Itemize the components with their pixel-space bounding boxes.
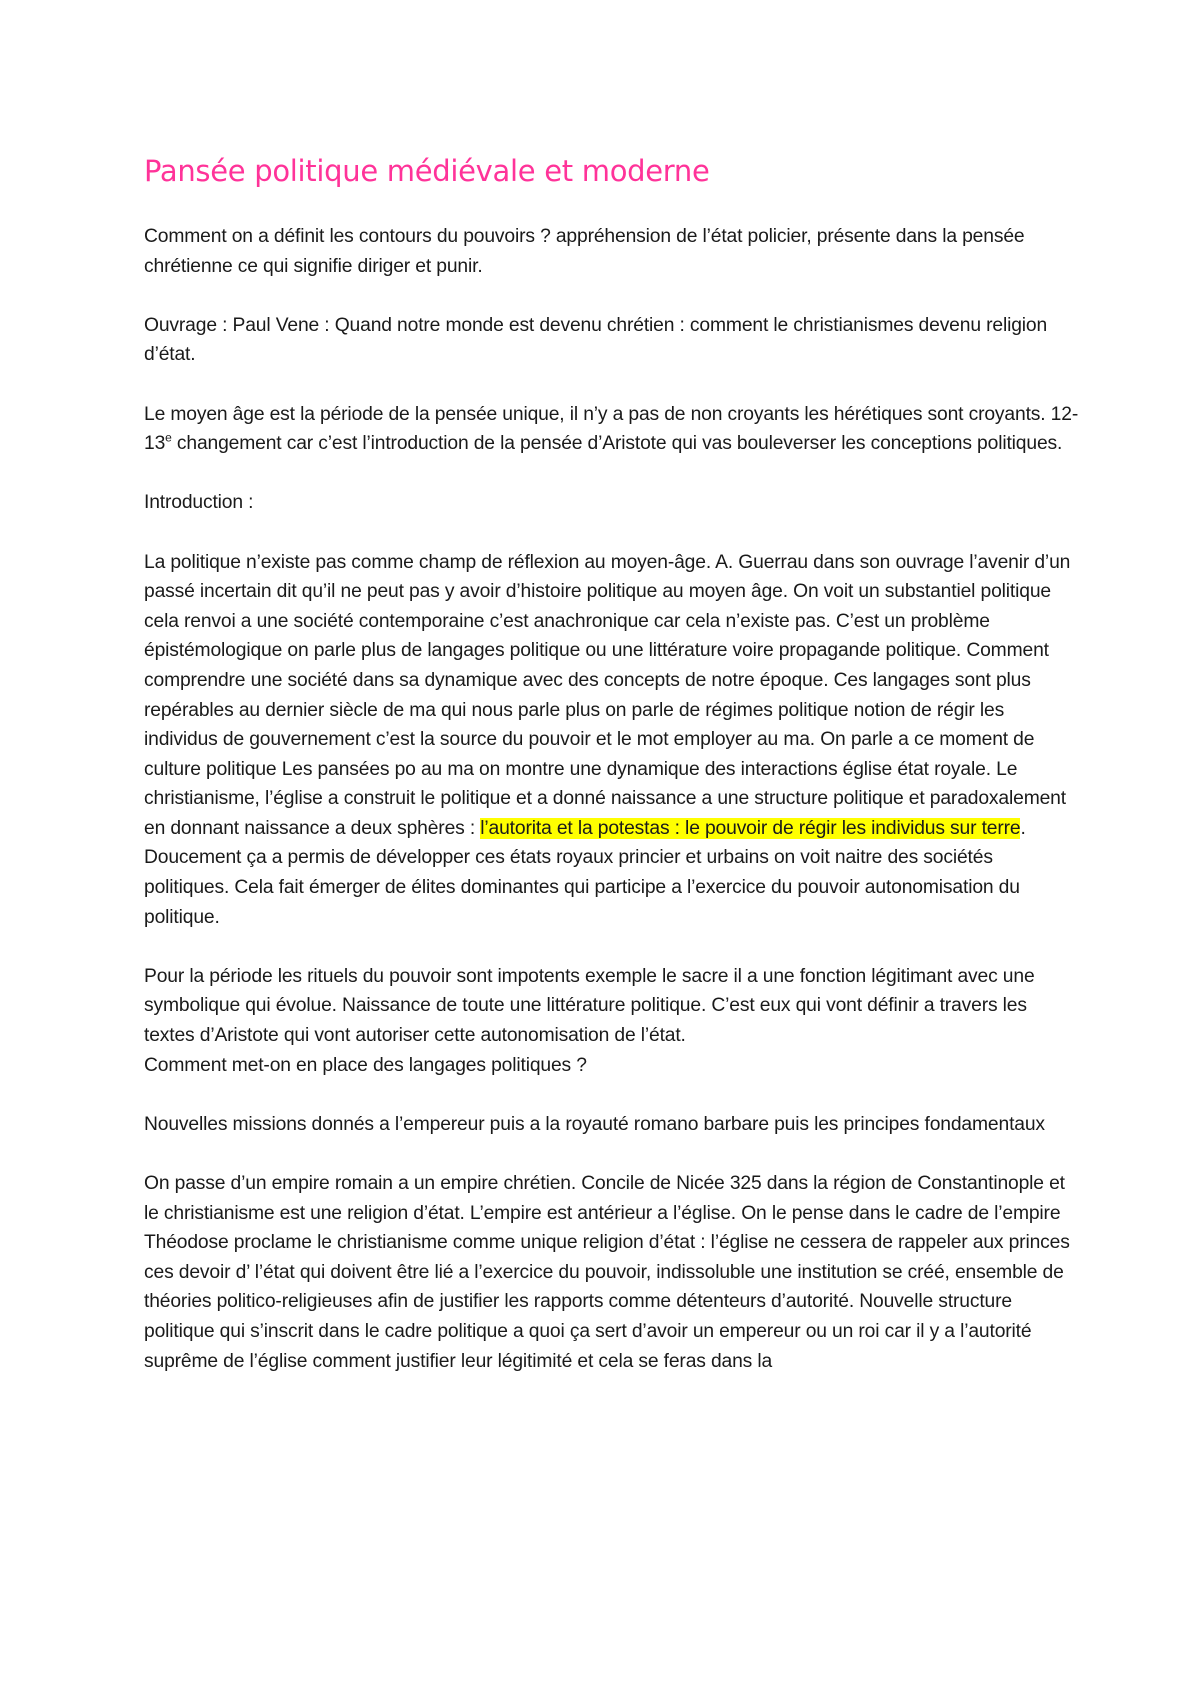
paragraph-3-text-a: Le moyen âge est la période de la pensée unique, il n’y a pas de non croyants les hérétiques sont croyants. 12-13 [144, 403, 1079, 455]
section-heading-introduction: Introduction : [144, 492, 254, 514]
paragraph-7: Comment met-on en place des langages politiques ? [144, 1054, 587, 1076]
paragraph-1: Comment on a définit les contours du pouvoirs ? appréhension de l’état policier, présente dans la pensée chrétienne ce qui signifie diriger et punir. [144, 226, 1025, 277]
document-body [144, 150, 1079, 1406]
document-title: Pansée politique médiévale et moderne [144, 154, 710, 188]
paragraph-5-text-b: . Doucement ça a permis de développer ces états royaux princier et urbains on voit naitre des sociétés politiques. Cela fait émerger de élites dominantes qui participe a l’exercice du pouvoir autonomisation du politique. [144, 817, 1026, 928]
paragraph-5-text-a: La politique n’existe pas comme champ de réflexion au moyen-âge. A. Guerrau dans son ouvrage l’avenir d’un passé incertain dit qu’il ne peut pas y avoir d’histoire politique au moyen âge. On voit un substantiel politique cela renvoi a une société contemporaine c’est anachronique car cela n’existe pas. C’est un problème épistémologique on parle plus de langages politique ou une littérature voire propagande politique. Comment comprendre une société dans sa dynamique avec des concepts de notre époque. Ces langages sont plus repérables au dernier siècle de ma qui nous parle plus on parle de régimes politique notion de régir les individus de gouvernement c’est la source du pouvoir et le mot employer au ma. On parle a ce moment de culture politique Les pansées po au ma on montre une dynamique des interactions église état royale. Le christianisme, l’église a construit le politique et a donné naissance a une structure politique et paradoxalement en donnant naissance a deux sphères : [144, 551, 1071, 839]
paragraph-8: Nouvelles missions donnés a l’empereur puis a la royauté romano barbare puis les principes fondamentaux [144, 1113, 1045, 1135]
paragraph-6: Pour la période les rituels du pouvoir sont impotents exemple le sacre il a une fonction légitimant avec une symbolique qui évolue. Naissance de toute une littérature politique. C’est eux qui vont définir a travers les textes d’Aristote qui vont autoriser cette autonomisation de l’état. [144, 965, 1035, 1047]
superscript: e [165, 430, 172, 445]
paragraph-3 [144, 400, 1079, 459]
highlighted-text: l’autorita et la potestas : le pouvoir de régir les individus sur terre [480, 817, 1021, 839]
paragraph-5 [144, 548, 1079, 933]
paragraph-9: On passe d’un empire romain a un empire chrétien. Concile de Nicée 325 dans la région de Constantinople et le christianisme est une religion d’état. L’empire est antérieur a l’église. On le pense dans le cadre de l’empire Théodose proclame le christianisme comme unique religion d’état : l’église ne cessera de rappeler aux princes ces devoir d’ l’état qui doivent être lié a l’exercice du pouvoir, indissoluble une institution se créé, ensemble de théories politico-religieuses afin de justifier les rapports comme détenteurs d’autorité. Nouvelle structure politique qui s’inscrit dans le cadre politique a quoi ça sert d’avoir un empereur ou un roi car il y a l’autorité suprême de l’église comment justifier leur légitimité et cela se feras dans la [144, 1173, 1070, 1372]
paragraph-2: Ouvrage : Paul Vene : Quand notre monde est devenu chrétien : comment le christianismes devenu religion d’état. [144, 314, 1048, 366]
paragraph-3-text-b: changement car c’est l’introduction de la pensée d’Aristote qui vas bouleverser les conceptions politiques. [171, 433, 1063, 455]
